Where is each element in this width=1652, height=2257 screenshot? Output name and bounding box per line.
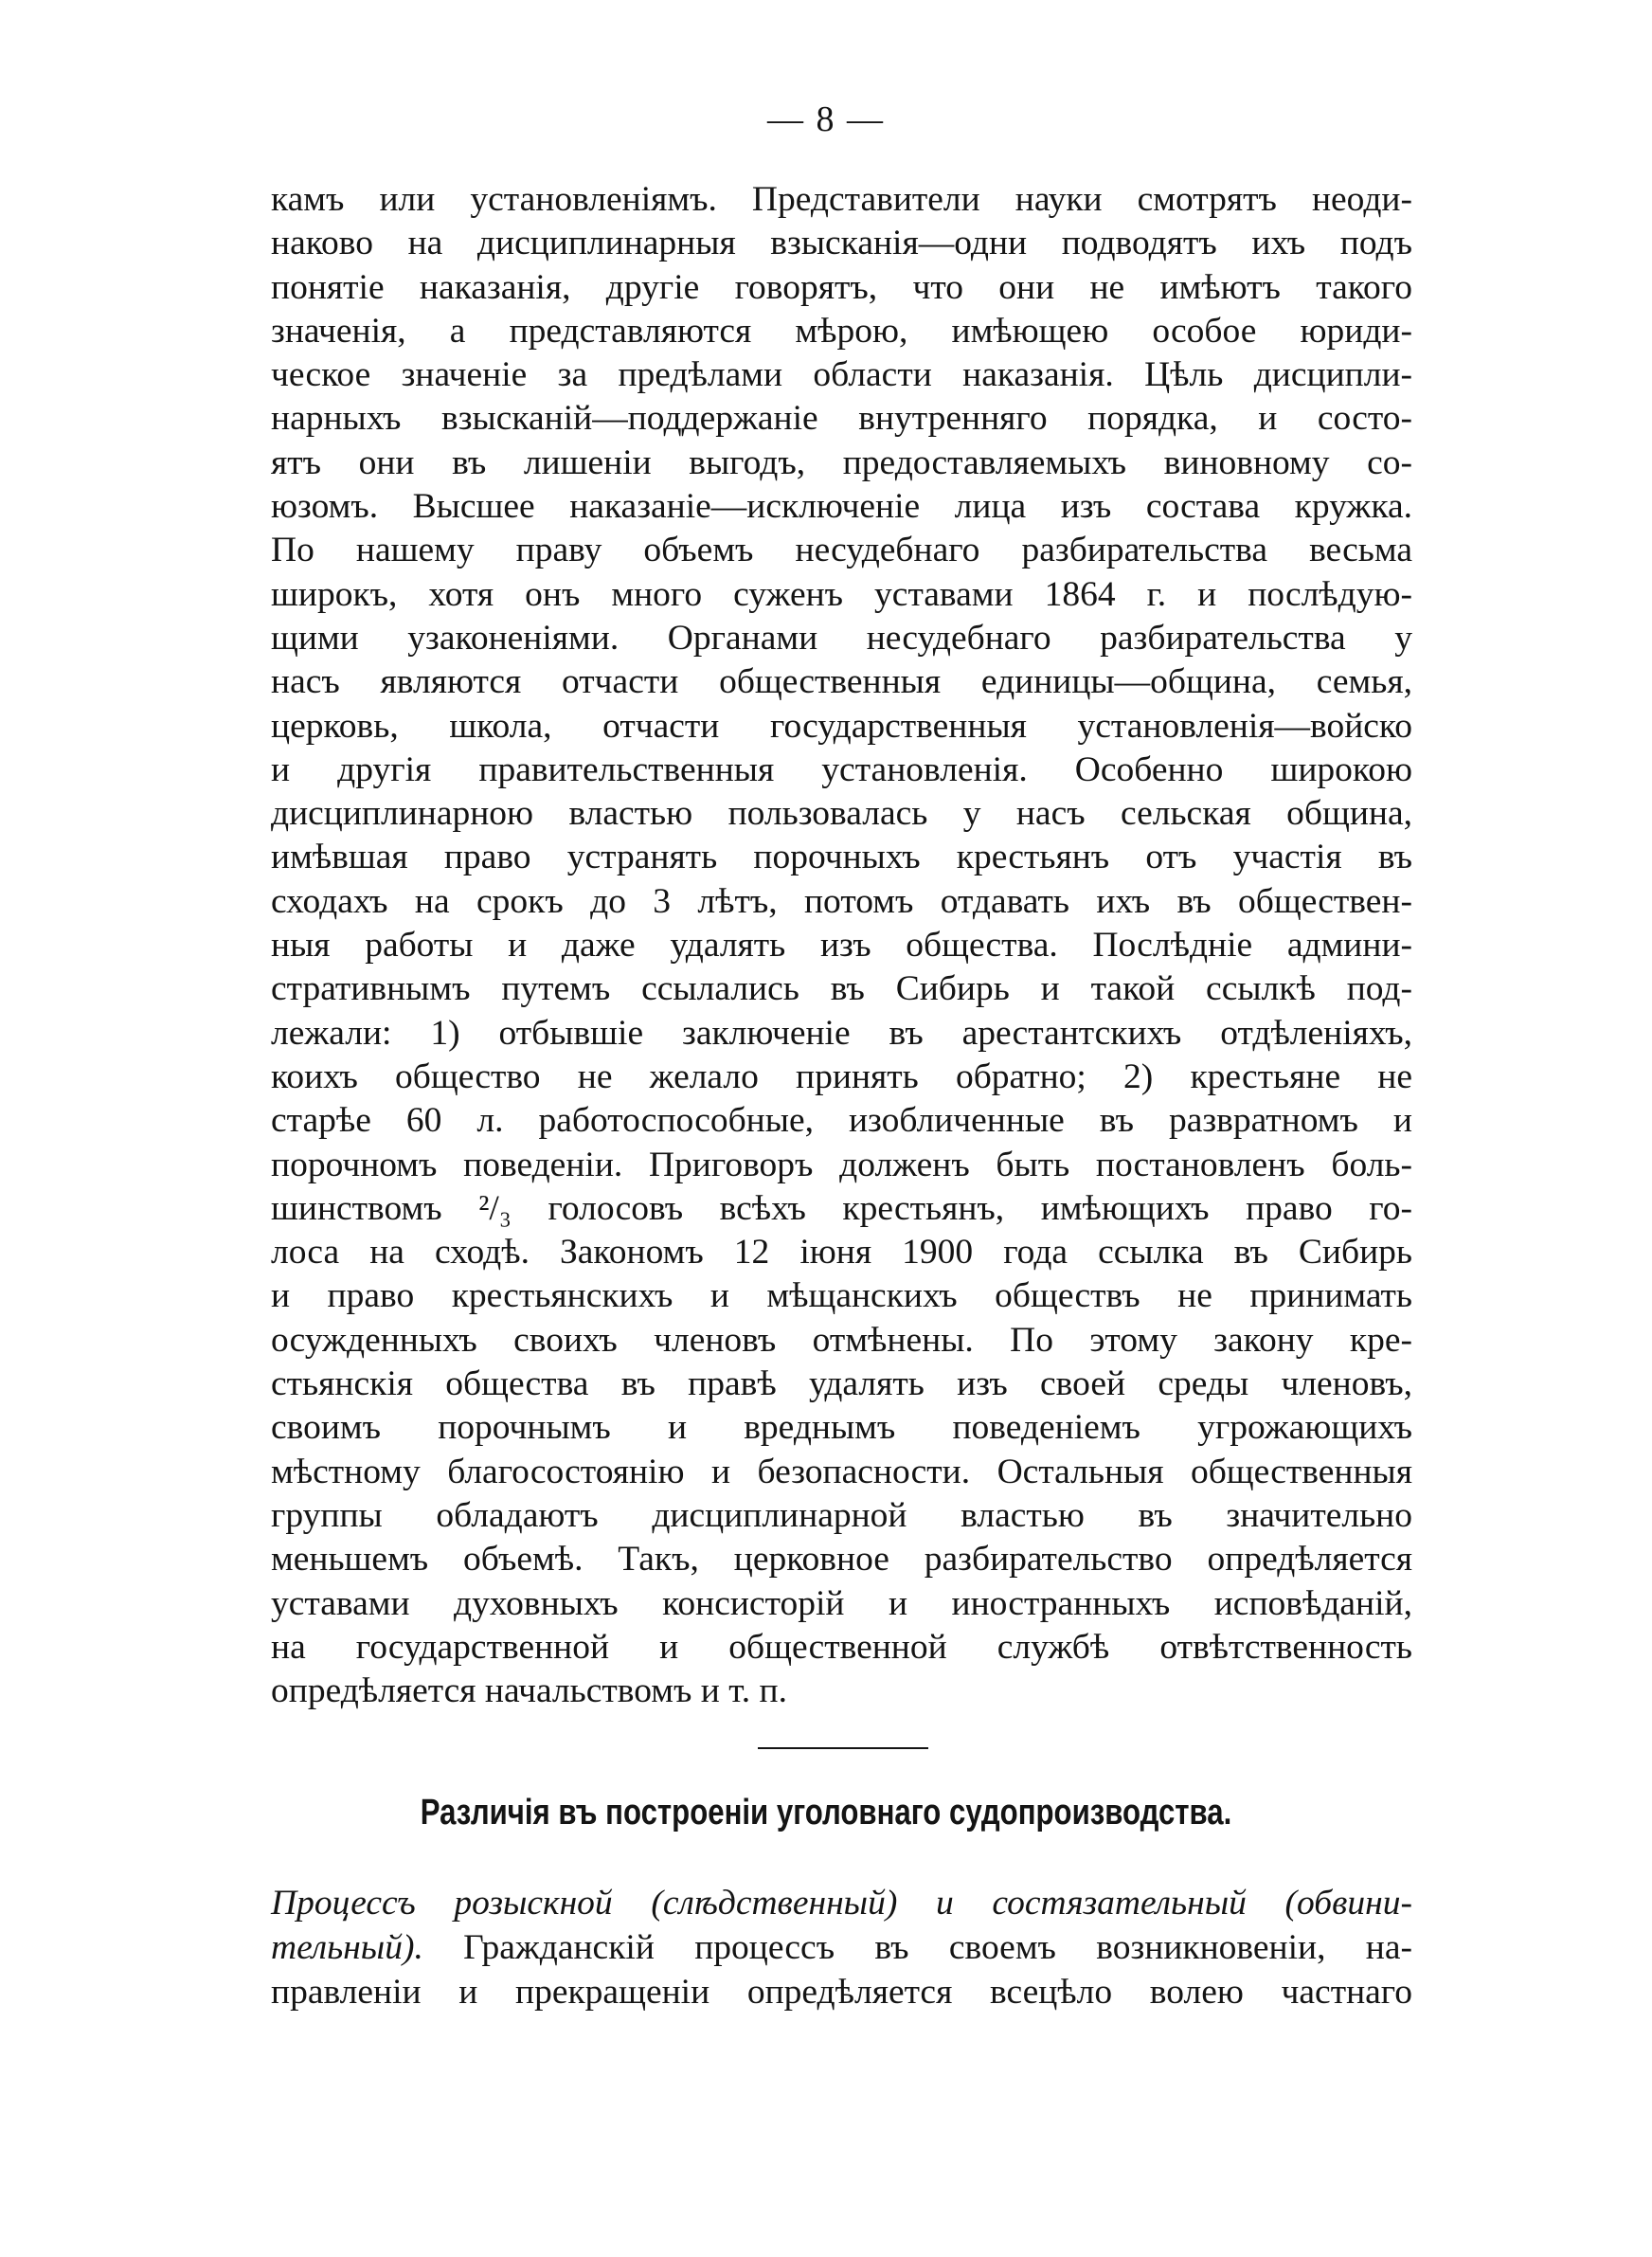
italic-text: тельный). <box>271 1928 423 1967</box>
text-line: насъ являются отчасти общественныя единицы—община, семья, <box>271 662 1412 702</box>
text-line: понятiе наказанiя, другiе говорятъ, что они не имѣютъ такого <box>271 267 1412 307</box>
text-line: дисциплинарною властью пользовалась у насъ сельская община, <box>271 794 1412 834</box>
text-line: лоса на сходѣ. Закономъ 12 iюня 1900 года ссылка въ Сибирь <box>271 1233 1412 1273</box>
text-line: лежали: 1) отбывшiе заключенiе въ арестантскихъ отдѣленiяхъ, <box>271 1013 1412 1053</box>
text-line: коихъ общество не желало принять обратно; 2) крестьяне не <box>271 1056 1412 1096</box>
text-line: значенiя, а представляются мѣрою, имѣющею особое юриди- <box>271 311 1412 351</box>
text-line: стративнымъ путемъ ссылались въ Сибирь и такой ссылкѣ под- <box>271 969 1412 1009</box>
main-paragraph <box>271 178 1412 1713</box>
text-line: камъ или установленiямъ. Представители науки смотрятъ неоди- <box>271 180 1412 219</box>
text-line: широкъ, хотя онъ много суженъ уставами 1864 г. и послѣдую- <box>271 574 1412 614</box>
text-line: ятъ они въ лишенiи выгодъ, предоставляемыхъ виновному со- <box>271 442 1412 482</box>
page-number: — 8 — <box>767 99 885 139</box>
text-line: и другiя правительственныя установленiя. Особенно широкою <box>271 749 1412 789</box>
text-line: на государственной и общественной службѣ отвѣтственность <box>271 1627 1412 1667</box>
text-line: своимъ порочнымъ и вреднымъ поведенiемъ угрожающихъ <box>271 1408 1412 1448</box>
text-line: и право крестьянскихъ и мѣщанскихъ обществъ не принимать <box>271 1276 1412 1316</box>
text-line: юзомъ. Высшее наказанiе—исключенiе лица изъ состава кружка. <box>271 487 1412 527</box>
text-line: церковь, школа, отчасти государственныя установленiя—войско <box>271 706 1412 746</box>
text-line: порочномъ поведенiи. Приговоръ долженъ быть постановленъ боль- <box>271 1145 1412 1184</box>
text-line <box>271 1925 1412 1970</box>
text-line: сходахъ на срокъ до 3 лѣтъ, потомъ отдавать ихъ въ обществен- <box>271 881 1412 921</box>
text-line: уставами духовныхъ консисторiй и иностранныхъ исповѣданiй, <box>271 1583 1412 1623</box>
text-line: группы обладаютъ дисциплинарной властью въ значительно <box>271 1495 1412 1535</box>
text-line: нарныхъ взысканiй—поддержанiе внутренняго порядка, и состо- <box>271 399 1412 439</box>
text-line: ныя работы и даже удалять изъ общества. Послѣднiе админи- <box>271 926 1412 966</box>
text-line: правленiи и прекращенiи опредѣляется всецѣло волею частнаго <box>271 1973 1412 2012</box>
text-line: мѣстному благосостоянiю и безопасности. Остальныя общественныя <box>271 1452 1412 1491</box>
text-line: щими узаконенiями. Органами несудебнаго разбирательства у <box>271 618 1412 658</box>
text-line: шинствомъ ²/₃ голосовъ всѣхъ крестьянъ, имѣющихъ право го- <box>271 1188 1412 1228</box>
text-line: опредѣляется начальствомъ и т. п. <box>271 1671 787 1711</box>
section-heading: Различiя въ построенiи уголовнаго судопроизводства. <box>420 1793 1232 1833</box>
text-line: наково на дисциплинарныя взысканiя—одни подводятъ ихъ подъ <box>271 224 1412 263</box>
text-line <box>271 1881 1412 1925</box>
text-line: стьянскiя общества въ правѣ удалять изъ своей среды членовъ, <box>271 1364 1412 1404</box>
text-line: меньшемъ объемѣ. Такъ, церковное разбирательство опредѣляется <box>271 1540 1412 1580</box>
text-line: осужденныхъ своихъ членовъ отмѣнены. По этому закону кре- <box>271 1320 1412 1360</box>
text-line: По нашему праву объемъ несудебнаго разбирательства весьма <box>271 531 1412 570</box>
second-paragraph <box>271 1881 1412 2014</box>
italic-text: Процессъ розыскной (слѣдственный) и состязательный (обвини- <box>271 1884 1412 1923</box>
text-line: ческое значенiе за предѣлами области наказанiя. Цѣль дисципли- <box>271 355 1412 395</box>
text-line: старѣе 60 л. работоспособные, изобличенные въ развратномъ и <box>271 1101 1412 1141</box>
text-line: имѣвшая право устранять порочныхъ крестьянъ отъ участiя въ <box>271 838 1412 877</box>
plain-text: Гражданскiй процессъ въ своемъ возникновенiи, на- <box>422 1928 1412 1967</box>
section-divider <box>758 1747 928 1749</box>
